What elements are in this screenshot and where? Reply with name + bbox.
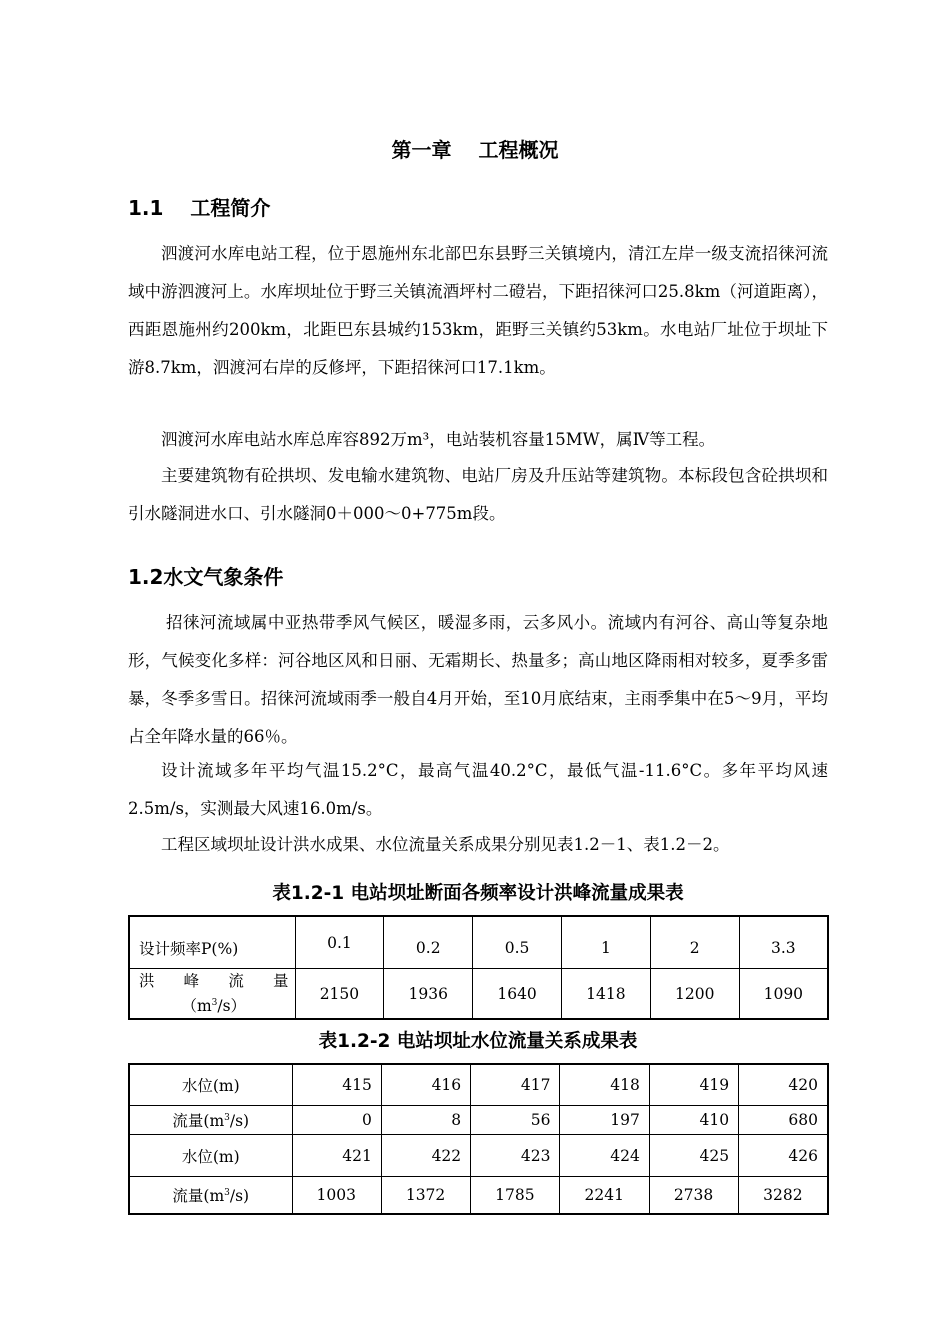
table-cell: 415 [292,1064,381,1106]
table-cell: 1640 [473,969,562,1020]
table-row [129,1177,828,1215]
table-cell: 1090 [739,969,828,1020]
paragraph: 设计流域多年平均气温15.2°C，最高气温40.2°C，最低气温-11.6°C。多年平均风速2.5m/s，实测最大风速16.0m/s。 [128,761,828,818]
table-cell: 1003 [292,1177,381,1215]
table-cell: 197 [560,1106,649,1135]
table-cell: 425 [649,1135,738,1177]
unit-text: （m [181,997,212,1015]
table-cell: 2 [650,916,739,969]
table-cell: 424 [560,1135,649,1177]
table-cell: 1418 [561,969,650,1020]
table-cell: 3282 [739,1177,828,1215]
table-cell: 680 [739,1106,828,1135]
table-cell: 1936 [384,969,473,1020]
section-title-1-1: 1.1 工程简介 [128,196,271,220]
unit-superscript: 3 [224,1113,230,1123]
table-cell: 426 [739,1135,828,1177]
table-cell: 422 [381,1135,470,1177]
paragraph: 泗渡河水库电站工程，位于恩施州东北部巴东县野三关镇境内，清江左岸一级支流招徕河流域中游泗渡河上。水库坝址位于野三关镇流酒坪村二磴岩，下距招徕河口25.8km（河道距离），西距恩施州约200km，北距巴东县城约153km，距野三关镇约53km。水电站厂址位于坝址下游8.7km，泗渡河右岸的反修坪，下距招徕河口17.1km。 [128,244,828,377]
table-caption: 表1.2-1 电站坝址断面各频率设计洪峰流量成果表 [272,883,684,904]
table-cell: 2241 [560,1177,649,1215]
table-cell: 0 [292,1106,381,1135]
table-cell: 3.3 [739,916,828,969]
label-text: 流量(m [172,1112,225,1130]
unit-text: /s） [217,997,247,1015]
unit-superscript: 3 [211,998,218,1008]
table-cell: 410 [649,1106,738,1135]
table-cell: 2738 [649,1177,738,1215]
table-cell: 1 [561,916,650,969]
label-text: /s) [229,1187,250,1205]
table-cell: 0.2 [384,916,473,969]
row-header: 水位(m) [129,1135,292,1177]
table-cell: 1200 [650,969,739,1020]
paragraph: 招徕河流域属中亚热带季风气候区，暖湿多雨，云多风小。流域内有河谷、高山等复杂地形，气候变化多样：河谷地区风和日丽、无霜期长、热量多；高山地区降雨相对较多，夏季多雷暴，冬季多雪日。招徕河流域雨季一般自4月开始，至10月底结束，主雨季集中在5～9月，平均占全年降水量的66％。 [128,613,828,746]
table-cell: 1785 [471,1177,560,1215]
row-header [129,969,295,1020]
label-text: /s) [229,1112,250,1130]
table-cell: 2150 [295,969,384,1020]
chapter-title: 第一章 工程概况 [391,138,559,162]
table-cell: 56 [471,1106,560,1135]
table-row [129,916,828,969]
table-cell: 0.1 [295,916,384,969]
row-header: 水位(m) [129,1064,292,1106]
table-cell: 418 [560,1064,649,1106]
table-row [129,1135,828,1177]
paragraph: 泗渡河水库电站水库总库容892万m³，电站装机容量15MW，属Ⅳ等工程。 [161,430,716,449]
row-header [129,1106,292,1135]
paragraph: 主要建筑物有砼拱坝、发电输水建筑物、电站厂房及升压站等建筑物。本标段包含砼拱坝和引水隧洞进水口、引水隧洞0＋000～0+775m段。 [128,466,828,523]
table-cell: 420 [739,1064,828,1106]
table-cell: 423 [471,1135,560,1177]
label-text: 流量(m [172,1187,225,1205]
stage-discharge-table [128,1063,829,1215]
row-header [129,1177,292,1215]
section-title-1-2: 1.2水文气象条件 [128,565,284,589]
table-row [129,1064,828,1106]
header-char: 洪 [139,972,155,990]
paragraph: 工程区域坝址设计洪水成果、水位流量关系成果分别见表1.2－1、表1.2－2。 [161,835,730,854]
table-cell: 416 [381,1064,470,1106]
table-caption: 表1.2-2 电站坝址水位流量关系成果表 [318,1031,638,1052]
table-cell: 0.5 [473,916,562,969]
table-cell: 1372 [381,1177,470,1215]
flood-peak-table [128,915,829,1020]
header-char: 流 [228,972,244,990]
row-header: 设计频率P(%) [129,916,295,969]
header-char: 峰 [183,972,200,990]
table-cell: 417 [471,1064,560,1106]
table-cell: 8 [381,1106,470,1135]
table-cell: 419 [649,1064,738,1106]
table-cell: 421 [292,1135,381,1177]
header-char: 量 [272,972,289,990]
table-row [129,969,828,1020]
unit-superscript: 3 [224,1188,230,1198]
table-row [129,1106,828,1135]
